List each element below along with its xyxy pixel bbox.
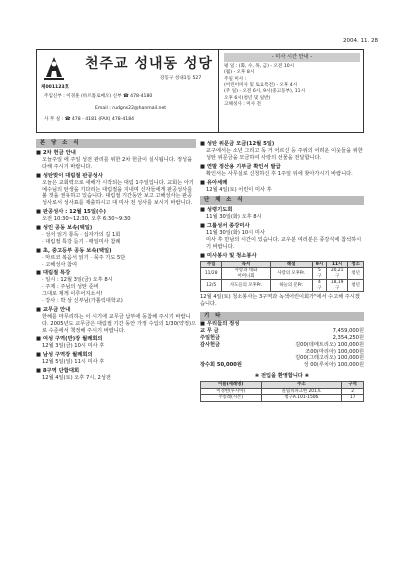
bulletin-date: 2004. 11. 28 [343, 38, 378, 44]
table-cell: 청구A.101-1506 [261, 395, 342, 402]
news-item-title: ■ 성인 공동 보속(택일) [36, 224, 93, 231]
news-item [36, 173, 196, 207]
table-cell: 12/5 [201, 280, 222, 292]
news-item-title: ■ 대림절 특강 [36, 270, 71, 277]
news-item [36, 248, 196, 269]
table-cell: 주송례(시몬) [201, 395, 262, 402]
finance-label: 감사헌금 [200, 341, 221, 348]
right-column [200, 139, 364, 402]
table-header: 이름(세례명) [201, 382, 262, 389]
left-column [36, 139, 196, 382]
table-cell: 4 구 [312, 280, 326, 292]
table-cell: 사랑과 대화 어머니회 [222, 268, 270, 280]
news-item-body: 확인서는 사무실로 신청하신 후 1주일 뒤에 찾아가시기 바랍니다. [206, 170, 353, 177]
finance-label: 장수회 50,000원 [200, 362, 242, 369]
news-item-title: ■ 성탄 위문금 모금(12월 5일) [200, 141, 275, 147]
finance-value: 조00(마리아) 100,000원 [305, 348, 364, 355]
mass-line: 오후 6시(청년 및 일반) [224, 95, 271, 101]
welcome-table [200, 381, 364, 402]
table-cell: 사도들의 모후Pr. [222, 280, 270, 292]
finance-label: 교 무 금 [200, 327, 219, 334]
news-item-title: ■ 성탄맞이 대림절 판공성사 [36, 172, 103, 179]
section-title-other: 기 타 [200, 312, 364, 321]
news-item-body: · 일시 : 12월 3일(금) 오후 8시 · 주제 : 주님의 성탄 준비 그대로 제게 이루어지소서! · 강사 : 박 상 신부님(가톨릭대학교) [42, 277, 123, 304]
table-cell: 5 구 [312, 268, 326, 280]
news-item-title: ■ 판공성사 : 12월 15일(수) [36, 209, 106, 216]
table-header: 11시 [326, 261, 347, 268]
news-item-body: 오전 10:30~12:30, 오후 6:30~9:30 [42, 216, 131, 223]
news-item [36, 352, 196, 366]
news-item-title: ■ 2차 헌금 안내 [36, 150, 76, 156]
news-item-title: ■ 연말 정산용 기부금 확인서 발급 [200, 163, 281, 170]
news-item [36, 209, 196, 223]
mass-line: (주 일) - 오전 6시, 9시(중고등부), 11시 [224, 89, 306, 95]
news-item-title: ■ 8구역 단합대회 [36, 368, 80, 375]
mass-times [224, 64, 360, 108]
right-news-list [200, 141, 364, 193]
group-item-title: ■ 성령기도회 [200, 207, 233, 214]
mass-line: 평 일 : (화, 수, 목, 금) - 오전 10시 [224, 64, 295, 69]
service-table-title: ■ 미사봉사 및 청소봉사 [200, 252, 257, 259]
table-header: 주일 [201, 261, 222, 268]
news-item [36, 307, 196, 335]
church-logo-icon [43, 55, 65, 83]
contact-email[interactable]: Email : rudgns22@hanmail.net [95, 106, 167, 111]
table-row [201, 280, 364, 292]
group-item-body: 11월 30일(화) 오후 8시 [206, 214, 262, 221]
table-cell: 하늘의 문Pr. [270, 280, 312, 292]
table-row [201, 268, 364, 280]
news-item [36, 225, 196, 246]
table-header: 구역 [342, 382, 364, 389]
mass-line: 주일 미사 : [224, 76, 247, 82]
news-item [36, 270, 196, 304]
news-item-body: 12월 4일(토) 오후 7시, 2성전 [42, 375, 111, 382]
news-item-body: 한해를 마무리하는 이 시기에 교무금 납부에 동참해 주시기 바랍니다. 2005년도 교무금은 대림절 기간 동안 가정 수입의 1/30(약정)으로 수준에서 책정해 주시기 바랍니다. [42, 313, 196, 334]
table-cell: 20,21 구 [326, 268, 347, 280]
table-cell: 11/28 [201, 268, 222, 280]
news-item-body: 12월 5일(일) 11시 미사 후 [42, 359, 105, 366]
mass-line: 고해성사 : 미사 전 [224, 101, 261, 107]
header-divider [218, 49, 219, 133]
finance-value: 김00(그레고리오) 100,000원 [295, 355, 364, 362]
church-title: 천주교 성내동 성당 [85, 56, 213, 72]
news-item-title: ■ 남성 구역장 월례회의 [36, 352, 93, 359]
table-header: 독서 [222, 261, 270, 268]
finance-row [200, 335, 364, 342]
table-row [201, 395, 364, 402]
parish-news-list [36, 150, 196, 382]
church-address: 강동구 성내1동 527 [160, 76, 202, 81]
news-item-title: ■ 여성 구역(반)장 월례회의 [36, 336, 103, 343]
finance-list [200, 328, 364, 369]
issue-number: 제001123호 [41, 85, 70, 90]
news-item-title: ■ 교무금 안내 [36, 306, 71, 313]
table-cell: 청년 [348, 280, 364, 292]
service-table [200, 261, 364, 293]
welcome-title: ❀ 전입을 환영합니다 ❀ [254, 373, 310, 380]
news-item-body: 오늘은 교회력으로 새해가 시작되는 대림 1주일입니다. 교회는 아기 예수님의 탄생을 기다리는 대림절을 지내며 신자들에게 판공성사를 볼 것을 권유하고 있습니다. 대림절 기간동안 보고 고해성사는 판공성사로서 성사표를 제출하시고 대 미사 전 성사를 보시기 바랍니다. [42, 179, 194, 207]
table-header: 해설 [270, 261, 312, 268]
finance-value: 김00(데메트리오) 100,000원 [295, 341, 364, 348]
news-item [200, 141, 364, 162]
office-phone: 사 무 실 : ☎ 478 - 4181 (FAX) 478-4184 [44, 117, 135, 122]
finance-label: 주일헌금 [200, 334, 221, 341]
news-item-body: · 마르코 복음서 읽기 · 묵주 기도 5단 · 고해성사 참여 [42, 254, 126, 268]
mass-line: (월) - 오후 8시 [224, 70, 255, 76]
news-item-title: ■ 유아세례 [200, 179, 228, 186]
group-item [200, 223, 364, 251]
news-item [200, 180, 364, 194]
finance-row [200, 342, 364, 349]
finance-row [200, 328, 364, 335]
news-item-body: 오늘주일 에 주일 성전 관리를 위한 2차 헌금이 실시됩니다. 정성을 다해 주시기 바랍니다. [42, 156, 193, 170]
table-cell: 17 [342, 395, 364, 402]
table-cell: 2 [342, 388, 364, 395]
section-title-group-news: 단 체 소 식 [200, 196, 364, 205]
group-item [200, 207, 364, 221]
finance-value: 7,459,000원 [332, 327, 364, 334]
table-header: 주소 [261, 382, 342, 389]
finance-title: ■ 우리들의 정성 [200, 321, 240, 327]
table-cell: 18,19 구 [326, 280, 347, 292]
news-item-title: ■ 초, 중고등부 공동 보속(택일) [36, 247, 112, 254]
news-item-body: 교구에서는 소년 그리고 독 거 어르신 등 주위의 어려운 이웃들을 위한 성탄 위문금을 모금하여 사랑의 선물을 전달합니다. [206, 147, 363, 161]
table-cell: 올림픽파크현 201호 [261, 388, 342, 395]
section-title-parish-news: 본 당 소 식 [36, 139, 196, 148]
table-cell: 청년 [348, 268, 364, 280]
group-item-body: 11월 30일(화) 10시 미사 미사 후 만남의 시간이 있습니다. 교우분 여러분은 종강식에 참석하시기 바랍니다. [206, 230, 362, 250]
news-item [200, 164, 364, 178]
news-item-body: 12월 3일(금) 10시 미사 후 [42, 343, 105, 350]
news-item-body: · 성서 읽기 통독 · 십자가의 길 1회 · 대림절 특강 듣기 · 매일미사 참례 [42, 231, 121, 245]
news-item [36, 336, 196, 350]
table-cell: 사랑의 모후Pr. [270, 268, 312, 280]
finance-value: 성 00(루치아) 100,000원 [303, 362, 364, 369]
table-cell: 이경현(루시아) [201, 388, 262, 395]
news-item [36, 368, 196, 382]
group-news-list [200, 207, 364, 250]
finance-value: 2,354,250원 [332, 334, 364, 341]
mass-line: (어린이미사 및 토요특전) - 오후 4시 [224, 82, 298, 88]
priest-info: 주임신부 : 이경훈 (바르톨로메오) 신부 ☎ 478-4180 [44, 94, 153, 99]
mass-times-title: - 미사 시간 안내 - [224, 53, 360, 62]
finance-row [200, 362, 364, 369]
service-note: 12월 4일(토) 청소봉사는 3구역과 녹색어린이회가"에서 수고해 주시겠습니다. [200, 294, 360, 308]
table-header: 청소 [348, 261, 364, 268]
group-item-title: ■ 그룹성서 종강미사 [200, 223, 250, 230]
table-header: 9시 [312, 261, 326, 268]
news-item-body: 12월 4일(토) 어린이 미사 후 [206, 186, 272, 193]
news-item [36, 150, 196, 171]
